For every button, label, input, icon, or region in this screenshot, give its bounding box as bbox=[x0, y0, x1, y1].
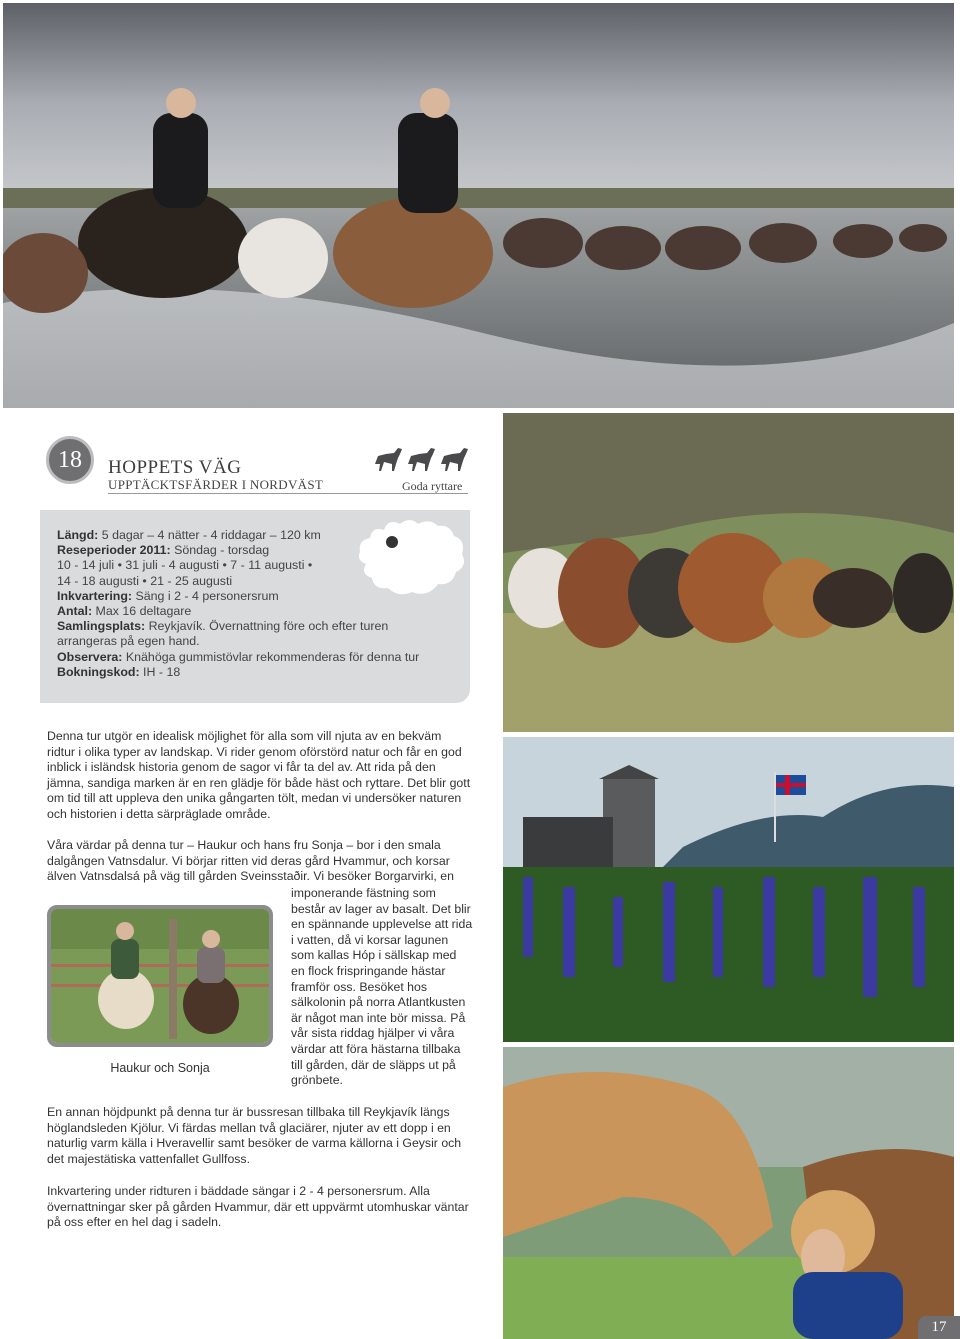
fact-participants: Antal: Max 16 deltagare bbox=[57, 604, 192, 619]
fact-meeting-point-cont: arrangeras på egen hand. bbox=[57, 634, 200, 649]
fact-accommodation: Inkvartering: Säng i 2 - 4 personersrum bbox=[57, 588, 279, 603]
fact-dates-1: 10 - 14 juli • 31 juli - 4 augusti • 7 - 11 augusti • bbox=[57, 558, 313, 573]
fact-length: Längd: 5 dagar – 4 nätter - 4 riddagar – 120 km bbox=[57, 528, 321, 542]
hosts-paragraph: Våra värdar på denna tur – Haukur och hans fru Sonja – bor i den smala dalgången Vatnsdalur. Vi börjar ritten vid deras gård Hvammur, och korsar älven Vatnsdalsá på väg till gården Sveinsstaðir. Vi besöker Borgarvirki, en bbox=[47, 838, 454, 884]
rider-level-label: Goda ryttare bbox=[402, 479, 463, 493]
highlight-paragraph: En annan höjdpunkt på denna tur är bussresan tillbaka till Reykjavík längs höglandsleden Kjölur. Vi färdas mellan två glaciärer, njuter av ett dopp i en naturlig varm källa i Hveravellir samt besöker de varma källorna i Geysir och det majestätiska vattenfallet Gullfoss. bbox=[47, 1105, 462, 1166]
fact-periods: Reseperioder 2011: Söndag - torsdag bbox=[57, 543, 270, 558]
tour-title: HOPPETS VÄG bbox=[108, 457, 242, 478]
rider-level-icons bbox=[372, 444, 470, 474]
page-number: 17 bbox=[918, 1316, 960, 1339]
tour-facts bbox=[57, 528, 420, 680]
horse-icon bbox=[441, 448, 468, 471]
fact-note: Observera: Knähöga gummistövlar rekommenderas för denna tur bbox=[57, 649, 420, 664]
hosts-photo-caption: Haukur och Sonja bbox=[110, 1061, 210, 1075]
accommodation-paragraph: Inkvartering under ridturen i bäddade sängar i 2 - 4 personersrum. Alla övernattningar sker på gården Hvammur, där ett uppvärmt utomhuskar väntar på oss efter en hel dag i sadeln. bbox=[47, 1184, 469, 1230]
hosts-paragraph-cont: imponerande fästning som består av lager av basalt. Det blir en spännande upplevelse att rida i vatten, då vi korsar lagunen som kallas Hóp i sällskap med en flock frispringande hästar framför oss. Besöket hos sälkolonin på norra Atlantkusten är något man inte bör missa. På vår sista riddag hjälper vi våra värdar att föra hästarna tillbaka till gården, där de släpps ut på grönbete. bbox=[291, 886, 473, 1088]
tour-subtitle: UPPTÄCKTSFÄRDER I NORDVÄST bbox=[108, 477, 324, 492]
hero-photo-riders-in-water bbox=[3, 3, 954, 408]
photo-horses-in-meadow bbox=[503, 413, 954, 732]
photo-woman-with-horse bbox=[503, 1047, 954, 1339]
iceland-map bbox=[352, 512, 470, 604]
fact-dates-2: 14 - 18 augusti • 21 - 25 augusti bbox=[57, 573, 233, 588]
fact-meeting-point: Samlingsplats: Reykjavík. Övernattning före och efter turen bbox=[57, 619, 389, 634]
intro-paragraph: Denna tur utgör en idealisk möjlighet för alla som vill njuta av en bekväm ridtur i olika typer av landskap. Vi rider genom oförstörd natur och får en god inblick i isländsk historia genom de sagor vi får ta del av. Att rida på den jämna, sandiga marken är en ren glädje för både häst och ryttare. Det blir gott om tid till att uppleva den unika gångarten tölt, medan vi undersöker naturen och historien i detta särpräglade område. bbox=[47, 729, 471, 821]
tour-number-badge: 18 bbox=[46, 436, 94, 484]
horse-icon bbox=[375, 448, 402, 471]
fact-booking-code: Bokningskod: IH - 18 bbox=[57, 664, 181, 679]
horse-icon bbox=[408, 448, 435, 471]
photo-church-and-lupines bbox=[503, 737, 954, 1042]
hosts-photo bbox=[47, 905, 273, 1047]
